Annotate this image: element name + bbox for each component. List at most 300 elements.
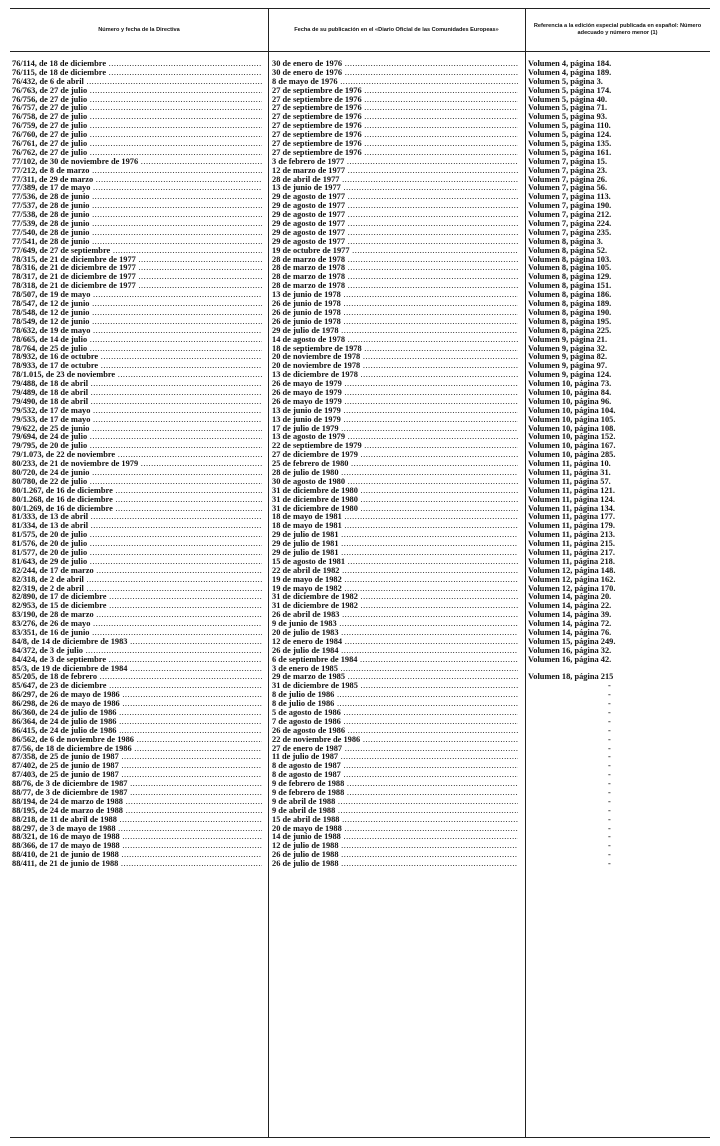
publication-date-cell: 27 de septiembre de 1976 ..... — [272, 131, 518, 140]
directive-cell: 80/1.268, de 16 de diciembre ..... — [12, 496, 262, 505]
publication-date-cell: 13 de junio de 1979 ..... — [272, 407, 518, 416]
publication-date-cell: 31 de diciembre de 1980 ..... — [272, 505, 518, 514]
table-row — [10, 602, 710, 611]
directive-cell: 83/351, de 16 de junio ..... — [12, 629, 262, 638]
directive-cell: 79/490, de 18 de abril ..... — [12, 398, 262, 407]
publication-date-cell: 29 de julio de 1981 ..... — [272, 540, 518, 549]
publication-date-cell: 19 de mayo de 1982 ..... — [272, 585, 518, 594]
table-row — [10, 60, 710, 69]
table-row — [10, 718, 710, 727]
publication-date-cell: 28 de marzo de 1978 ..... — [272, 273, 518, 282]
directive-cell: 78/1.015, de 23 de noviembre ..... — [12, 371, 262, 380]
reference-cell: Volumen 8, página 186. — [528, 291, 612, 300]
reference-cell: Volumen 10, página 152. — [528, 433, 616, 442]
reference-cell: Volumen 10, página 73. — [528, 380, 612, 389]
directive-cell: 79/489, de 18 de abril ..... — [12, 389, 262, 398]
directive-cell: 85/647, de 23 de diciembre ..... — [12, 682, 262, 691]
reference-cell: - — [608, 815, 611, 824]
reference-cell: Volumen 9, página 82. — [528, 353, 608, 362]
publication-date-cell: 9 de febrero de 1988 ..... — [272, 780, 518, 789]
reference-cell: Volumen 11, página 218. — [528, 557, 615, 566]
table-row — [10, 762, 710, 771]
publication-date-cell: 28 de abril de 1977 ..... — [272, 176, 518, 185]
publication-date-cell: 29 de marzo de 1985 ..... — [272, 673, 518, 682]
table-row — [10, 389, 710, 398]
directive-cell: 80/780, de 22 de julio ..... — [12, 478, 262, 487]
reference-cell: Volumen 5, página 124. — [528, 131, 612, 140]
table-row — [10, 780, 710, 789]
table-row — [10, 451, 710, 460]
reference-cell: - — [608, 833, 611, 842]
table-row — [10, 673, 710, 682]
directive-cell: 86/298, de 26 de mayo de 1986 ..... — [12, 700, 262, 709]
publication-date-cell: 26 de agosto de 1986 ..... — [272, 727, 518, 736]
table-row — [10, 122, 710, 131]
table-row — [10, 87, 710, 96]
directive-cell: 79/1.073, de 22 de noviembre ..... — [12, 451, 262, 460]
table-row — [10, 611, 710, 620]
table-row — [10, 833, 710, 842]
table-row — [10, 211, 710, 220]
table-row — [10, 700, 710, 709]
directive-cell: 78/316, de 21 de diciembre de 1977 ..... — [12, 264, 262, 273]
reference-cell: Volumen 7, página 212. — [528, 211, 612, 220]
reference-cell: Volumen 7, página 23. — [528, 166, 608, 175]
reference-cell: Volumen 11, página 179. — [528, 522, 615, 531]
reference-cell: - — [608, 753, 611, 762]
reference-cell: - — [608, 717, 611, 726]
reference-cell: Volumen 5, página 161. — [528, 148, 612, 157]
table-row — [10, 416, 710, 425]
publication-date-cell: 31 de diciembre de 1982 ..... — [272, 602, 518, 611]
publication-date-cell: 8 de agosto de 1987 ..... — [272, 771, 518, 780]
publication-date-cell: 13 de junio de 1977 ..... — [272, 184, 518, 193]
publication-date-cell: 9 de febrero de 1988 ..... — [272, 789, 518, 798]
publication-date-cell: 5 de agosto de 1986 ..... — [272, 709, 518, 718]
reference-cell: Volumen 11, página 215. — [528, 540, 615, 549]
reference-cell: Volumen 11, página 217. — [528, 548, 615, 557]
directive-cell: 86/297, de 26 de mayo de 1986 ..... — [12, 691, 262, 700]
directive-cell: 76/432, de 6 de abril ..... — [12, 78, 262, 87]
publication-date-cell: 27 de septiembre de 1976 ..... — [272, 140, 518, 149]
header-directive: Número y fecha de la Directiva — [98, 26, 180, 33]
publication-date-cell: 30 de enero de 1976 ..... — [272, 69, 518, 78]
reference-cell: Volumen 12, página 170. — [528, 584, 616, 593]
directive-cell: 76/114, de 18 de diciembre ..... — [12, 60, 262, 69]
table-row — [10, 807, 710, 816]
directive-cell: 82/953, de 15 de diciembre ..... — [12, 602, 262, 611]
reference-cell: Volumen 14, página 39. — [528, 611, 612, 620]
reference-cell: Volumen 11, página 121. — [528, 486, 615, 495]
reference-cell: Volumen 11, página 31. — [528, 468, 611, 477]
directive-cell: 86/364, de 24 de julio de 1986 ..... — [12, 718, 262, 727]
reference-cell: Volumen 7, página 113. — [528, 193, 611, 202]
directive-cell: 78/665, de 14 de julio ..... — [12, 336, 262, 345]
directive-cell: 76/757, de 27 de julio ..... — [12, 104, 262, 113]
table-row — [10, 96, 710, 105]
reference-cell: Volumen 4, página 184. — [528, 60, 612, 68]
directive-cell: 81/643, de 29 de julio ..... — [12, 558, 262, 567]
reference-cell: Volumen 10, página 105. — [528, 415, 616, 424]
table-row — [10, 478, 710, 487]
reference-cell: Volumen 14, página 72. — [528, 620, 612, 629]
table-row — [10, 540, 710, 549]
directive-cell: 77/536, de 28 de junio ..... — [12, 193, 262, 202]
publication-date-cell: 26 de abril de 1983 ..... — [272, 611, 518, 620]
table-row — [10, 318, 710, 327]
table-row — [10, 176, 710, 185]
publication-date-cell: 29 de agosto de 1977 ..... — [272, 238, 518, 247]
table-row — [10, 860, 710, 869]
publication-date-cell: 31 de diciembre de 1985 ..... — [272, 682, 518, 691]
directive-cell: 79/488, de 18 de abril ..... — [12, 380, 262, 389]
directive-cell: 88/77, de 3 de diciembre de 1987 ..... — [12, 789, 262, 798]
publication-date-cell: 18 de septiembre de 1978 ..... — [272, 345, 518, 354]
publication-date-cell: 29 de julio de 1978 ..... — [272, 327, 518, 336]
directive-cell: 88/194, de 24 de marzo de 1988 ..... — [12, 798, 262, 807]
publication-date-cell: 12 de julio de 1988 ..... — [272, 842, 518, 851]
table-row — [10, 709, 710, 718]
reference-cell: Volumen 5, página 110. — [528, 122, 611, 131]
reference-cell: - — [608, 824, 611, 833]
table-row — [10, 469, 710, 478]
table-row — [10, 656, 710, 665]
directive-cell: 78/547, de 12 de junio ..... — [12, 300, 262, 309]
publication-date-cell: 8 de agosto de 1987 ..... — [272, 762, 518, 771]
publication-date-cell: 8 de mayo de 1976 ..... — [272, 78, 518, 87]
reference-cell: - — [608, 682, 611, 691]
publication-date-cell: 22 de noviembre de 1986 ..... — [272, 736, 518, 745]
directive-cell: 76/759, de 27 de julio ..... — [12, 122, 262, 131]
publication-date-cell: 29 de agosto de 1977 ..... — [272, 193, 518, 202]
publication-date-cell: 15 de agosto de 1981 ..... — [272, 558, 518, 567]
reference-cell: Volumen 7, página 224. — [528, 220, 612, 229]
publication-date-cell: 6 de septiembre de 1984 ..... — [272, 656, 518, 665]
table-row — [10, 193, 710, 202]
table-row — [10, 558, 710, 567]
directive-cell: 77/541, de 28 de junio ..... — [12, 238, 262, 247]
directive-cell: 78/933, de 17 de octubre ..... — [12, 362, 262, 371]
table-row — [10, 327, 710, 336]
table-row — [10, 647, 710, 656]
publication-date-cell: 28 de marzo de 1978 ..... — [272, 282, 518, 291]
publication-date-cell: 27 de septiembre de 1976 ..... — [272, 104, 518, 113]
publication-date-cell: 8 de julio de 1986 ..... — [272, 700, 518, 709]
reference-cell: Volumen 7, página 26. — [528, 175, 608, 184]
table-row — [10, 425, 710, 434]
reference-cell: Volumen 9, página 21. — [528, 335, 608, 344]
reference-cell: Volumen 5, página 71. — [528, 104, 608, 113]
publication-date-cell: 26 de junio de 1978 ..... — [272, 300, 518, 309]
table-row — [10, 353, 710, 362]
table-row — [10, 638, 710, 647]
publication-date-cell: 9 de junio de 1983 ..... — [272, 620, 518, 629]
reference-cell: Volumen 8, página 190. — [528, 308, 612, 317]
reference-cell: - — [608, 806, 611, 815]
publication-date-cell: 28 de julio de 1980 ..... — [272, 469, 518, 478]
directive-cell: 82/244, de 17 de marzo ..... — [12, 567, 262, 576]
publication-date-cell: 29 de agosto de 1977 ..... — [272, 202, 518, 211]
reference-cell: Volumen 16, página 42. — [528, 655, 612, 664]
reference-cell: - — [608, 780, 611, 789]
reference-cell: Volumen 7, página 190. — [528, 202, 612, 211]
publication-date-cell: 22 de abril de 1982 ..... — [272, 567, 518, 576]
table-row — [10, 576, 710, 585]
table-row — [10, 825, 710, 834]
directive-cell: 77/311, de 29 de marzo ..... — [12, 176, 262, 185]
table-row — [10, 300, 710, 309]
publication-date-cell: 27 de septiembre de 1976 ..... — [272, 122, 518, 131]
reference-cell: Volumen 10, página 167. — [528, 442, 616, 451]
reference-cell: Volumen 11, página 177. — [528, 513, 615, 522]
directive-cell: 79/795, de 20 de julio ..... — [12, 442, 262, 451]
publication-date-cell: 31 de diciembre de 1982 ..... — [272, 593, 518, 602]
publication-date-cell: 29 de julio de 1981 ..... — [272, 531, 518, 540]
table-row — [10, 158, 710, 167]
reference-cell: Volumen 8, página 225. — [528, 326, 612, 335]
table-row — [10, 682, 710, 691]
directive-cell: 88/297, de 3 de mayo de 1988 ..... — [12, 825, 262, 834]
table-row — [10, 620, 710, 629]
directive-cell: 88/321, de 16 de mayo de 1988 ..... — [12, 833, 262, 842]
reference-cell: Volumen 11, página 134. — [528, 504, 615, 513]
table-row — [10, 273, 710, 282]
table-row — [10, 549, 710, 558]
reference-cell: Volumen 5, página 3. — [528, 77, 603, 86]
publication-date-cell: 31 de diciembre de 1980 ..... — [272, 496, 518, 505]
reference-cell: Volumen 8, página 189. — [528, 300, 612, 309]
publication-date-cell: 20 de noviembre de 1978 ..... — [272, 362, 518, 371]
directive-cell: 83/190, de 28 de marzo ..... — [12, 611, 262, 620]
reference-cell: - — [608, 860, 611, 869]
directive-cell: 87/358, de 25 de junio de 1987 ..... — [12, 753, 262, 762]
reference-cell: Volumen 12, página 148. — [528, 566, 616, 575]
directive-cell: 79/533, de 17 de mayo ..... — [12, 416, 262, 425]
directive-cell: 87/402, de 25 de junio de 1987 ..... — [12, 762, 262, 771]
table-row — [10, 691, 710, 700]
reference-cell: Volumen 5, página 135. — [528, 140, 612, 149]
publication-date-cell: 26 de mayo de 1979 ..... — [272, 389, 518, 398]
directive-cell: 76/761, de 27 de julio ..... — [12, 140, 262, 149]
table-row — [10, 220, 710, 229]
reference-cell: - — [608, 797, 611, 806]
table-row — [10, 513, 710, 522]
directive-cell: 78/632, de 19 de mayo ..... — [12, 327, 262, 336]
directive-cell: 77/539, de 28 de junio ..... — [12, 220, 262, 229]
directive-cell: 78/318, de 21 de diciembre de 1977 ..... — [12, 282, 262, 291]
directive-cell: 88/366, de 17 de mayo de 1988 ..... — [12, 842, 262, 851]
reference-cell: Volumen 7, página 56. — [528, 184, 608, 193]
publication-date-cell: 26 de julio de 1988 ..... — [272, 851, 518, 860]
table-row — [10, 851, 710, 860]
directive-cell: 77/212, de 8 de marzo ..... — [12, 167, 262, 176]
publication-date-cell: 29 de agosto de 1977 ..... — [272, 211, 518, 220]
directive-cell: 80/1.269, de 16 de diciembre ..... — [12, 505, 262, 514]
reference-cell: Volumen 8, página 52. — [528, 246, 608, 255]
table-body — [10, 60, 710, 869]
directive-cell: 81/334, de 13 de abril ..... — [12, 522, 262, 531]
publication-date-cell: 26 de julio de 1984 ..... — [272, 647, 518, 656]
publication-date-cell: 28 de marzo de 1978 ..... — [272, 264, 518, 273]
reference-cell: - — [608, 842, 611, 851]
publication-date-cell: 14 de agosto de 1978 ..... — [272, 336, 518, 345]
publication-date-cell: 11 de julio de 1987 ..... — [272, 753, 518, 762]
publication-date-cell: 17 de julio de 1979 ..... — [272, 425, 518, 434]
directive-cell: 84/372, de 3 de julio ..... — [12, 647, 262, 656]
directive-cell: 76/758, de 27 de julio ..... — [12, 113, 262, 122]
publication-date-cell: 27 de enero de 1987 ..... — [272, 745, 518, 754]
reference-cell: - — [608, 691, 611, 700]
table-row — [10, 771, 710, 780]
publication-date-cell: 12 de marzo de 1977 ..... — [272, 167, 518, 176]
publication-date-cell: 29 de agosto de 1977 ..... — [272, 229, 518, 238]
table-row — [10, 505, 710, 514]
directive-cell: 77/538, de 28 de junio ..... — [12, 211, 262, 220]
table-row — [10, 336, 710, 345]
reference-cell: Volumen 5, página 93. — [528, 113, 608, 122]
directive-cell: 76/760, de 27 de julio ..... — [12, 131, 262, 140]
reference-cell: Volumen 10, página 104. — [528, 406, 616, 415]
publication-date-cell: 13 de agosto de 1979 ..... — [272, 433, 518, 442]
publication-date-cell: 9 de abril de 1988 ..... — [272, 807, 518, 816]
table-row — [10, 745, 710, 754]
table-row — [10, 371, 710, 380]
header-divider — [10, 51, 710, 52]
directive-cell: 78/549, de 12 de junio ..... — [12, 318, 262, 327]
directive-cell: 86/415, de 24 de julio de 1986 ..... — [12, 727, 262, 736]
directive-cell: 77/102, de 30 de noviembre de 1976 ..... — [12, 158, 262, 167]
table-row — [10, 345, 710, 354]
directive-cell: 87/56, de 18 de diciembre de 1986 ..... — [12, 745, 262, 754]
table-row — [10, 167, 710, 176]
directive-cell: 82/890, de 17 de diciembre ..... — [12, 593, 262, 602]
table-row — [10, 531, 710, 540]
directive-cell: 81/577, de 20 de julio ..... — [12, 549, 262, 558]
reference-cell: Volumen 16, página 32. — [528, 646, 612, 655]
table-row — [10, 665, 710, 674]
directive-cell: 81/576, de 20 de julio ..... — [12, 540, 262, 549]
reference-cell: Volumen 8, página 105. — [528, 264, 612, 273]
table-row — [10, 264, 710, 273]
publication-date-cell: 3 de enero de 1985 ..... — [272, 665, 518, 674]
table-row — [10, 140, 710, 149]
table-row — [10, 202, 710, 211]
reference-cell: Volumen 7, página 15. — [528, 157, 608, 166]
directive-cell: 78/548, de 12 de junio ..... — [12, 309, 262, 318]
directive-cell: 88/76, de 3 de diciembre de 1987 ..... — [12, 780, 262, 789]
reference-cell: - — [608, 744, 611, 753]
publication-date-cell: 26 de junio de 1978 ..... — [272, 318, 518, 327]
directive-cell: 84/424, de 3 de septiembre ..... — [12, 656, 262, 665]
table-row — [10, 380, 710, 389]
publication-date-cell: 13 de junio de 1979 ..... — [272, 416, 518, 425]
publication-date-cell: 26 de junio de 1978 ..... — [272, 309, 518, 318]
table-row — [10, 229, 710, 238]
publication-date-cell: 26 de mayo de 1979 ..... — [272, 380, 518, 389]
directive-cell: 86/562, de 6 de noviembre de 1986 ..... — [12, 736, 262, 745]
reference-cell: - — [608, 709, 611, 718]
directive-cell: 85/3, de 19 de diciembre de 1984 ..... — [12, 665, 262, 674]
reference-cell: Volumen 11, página 124. — [528, 495, 615, 504]
directive-cell: 76/762, de 27 de julio ..... — [12, 149, 262, 158]
reference-cell: Volumen 8, página 195. — [528, 317, 612, 326]
publication-date-cell: 22 de septiembre de 1979 ..... — [272, 442, 518, 451]
table-row — [10, 496, 710, 505]
publication-date-cell: 3 de febrero de 1977 ..... — [272, 158, 518, 167]
directive-cell: 87/403, de 25 de junio de 1987 ..... — [12, 771, 262, 780]
publication-date-cell: 29 de agosto de 1977 ..... — [272, 220, 518, 229]
table-row — [10, 522, 710, 531]
publication-date-cell: 18 de mayo de 1981 ..... — [272, 522, 518, 531]
directive-cell: 88/410, de 21 de junio de 1988 ..... — [12, 851, 262, 860]
reference-cell: Volumen 5, página 174. — [528, 86, 612, 95]
reference-cell: Volumen 9, página 124. — [528, 371, 612, 380]
reference-cell: Volumen 11, página 10. — [528, 460, 611, 469]
publication-date-cell: 18 de mayo de 1981 ..... — [272, 513, 518, 522]
directive-cell: 76/763, de 27 de julio ..... — [12, 87, 262, 96]
publication-date-cell: 27 de septiembre de 1976 ..... — [272, 149, 518, 158]
reference-cell: Volumen 14, página 76. — [528, 629, 612, 637]
table-row — [10, 407, 710, 416]
publication-date-cell: 27 de septiembre de 1976 ..... — [272, 113, 518, 122]
table-row — [10, 585, 710, 594]
table-row — [10, 798, 710, 807]
publication-date-cell: 20 de julio de 1983 ..... — [272, 629, 518, 638]
publication-date-cell: 9 de abril de 1988 ..... — [272, 798, 518, 807]
publication-date-cell: 27 de diciembre de 1979 ..... — [272, 451, 518, 460]
table-row — [10, 816, 710, 825]
publication-date-cell: 25 de febrero de 1980 ..... — [272, 460, 518, 469]
directive-cell: 79/622, de 25 de junio ..... — [12, 425, 262, 434]
reference-cell: Volumen 8, página 129. — [528, 273, 612, 282]
table-row — [10, 629, 710, 638]
table-row — [10, 842, 710, 851]
reference-cell: Volumen 12, página 162. — [528, 575, 616, 584]
reference-cell: Volumen 9, página 32. — [528, 344, 608, 353]
table-row — [10, 487, 710, 496]
header-publication-date: Fecha de su publicación en el «Diario Oficial de las Comunidades Europeas» — [294, 26, 499, 33]
reference-cell — [528, 665, 708, 674]
publication-date-cell: 8 de julio de 1986 ..... — [272, 691, 518, 700]
reference-cell: Volumen 11, página 57. — [528, 477, 611, 486]
publication-date-cell: 20 de mayo de 1988 ..... — [272, 825, 518, 834]
reference-cell: Volumen 5, página 40. — [528, 95, 608, 104]
publication-date-cell: 15 de abril de 1988 ..... — [272, 816, 518, 825]
table-row — [10, 593, 710, 602]
reference-cell: - — [608, 726, 611, 735]
reference-cell: Volumen 10, página 96. — [528, 397, 612, 406]
reference-cell: Volumen 14, página 20. — [528, 593, 612, 602]
table-row — [10, 789, 710, 798]
publication-date-cell: 26 de mayo de 1979 ..... — [272, 398, 518, 407]
reference-cell: Volumen 8, página 151. — [528, 282, 612, 291]
directive-cell: 81/575, de 20 de julio ..... — [12, 531, 262, 540]
directive-cell: 78/932, de 16 de octubre ..... — [12, 353, 262, 362]
directive-cell: 88/411, de 21 de junio de 1988 ..... — [12, 860, 262, 869]
table-row — [10, 256, 710, 265]
table-row — [10, 291, 710, 300]
publication-date-cell: 7 de agosto de 1986 ..... — [272, 718, 518, 727]
directive-cell: 88/195, de 24 de marzo de 1988 ..... — [12, 807, 262, 816]
publication-date-cell: 26 de julio de 1988 ..... — [272, 860, 518, 869]
directive-cell: 80/233, de 21 de noviembre de 1979 ..... — [12, 460, 262, 469]
reference-cell: Volumen 18, página 215 — [528, 673, 614, 682]
directive-cell: 83/276, de 26 de mayo ..... — [12, 620, 262, 629]
directives-table — [10, 8, 710, 1138]
table-row — [10, 247, 710, 256]
reference-cell: Volumen 9, página 97. — [528, 362, 608, 371]
table-row — [10, 104, 710, 113]
